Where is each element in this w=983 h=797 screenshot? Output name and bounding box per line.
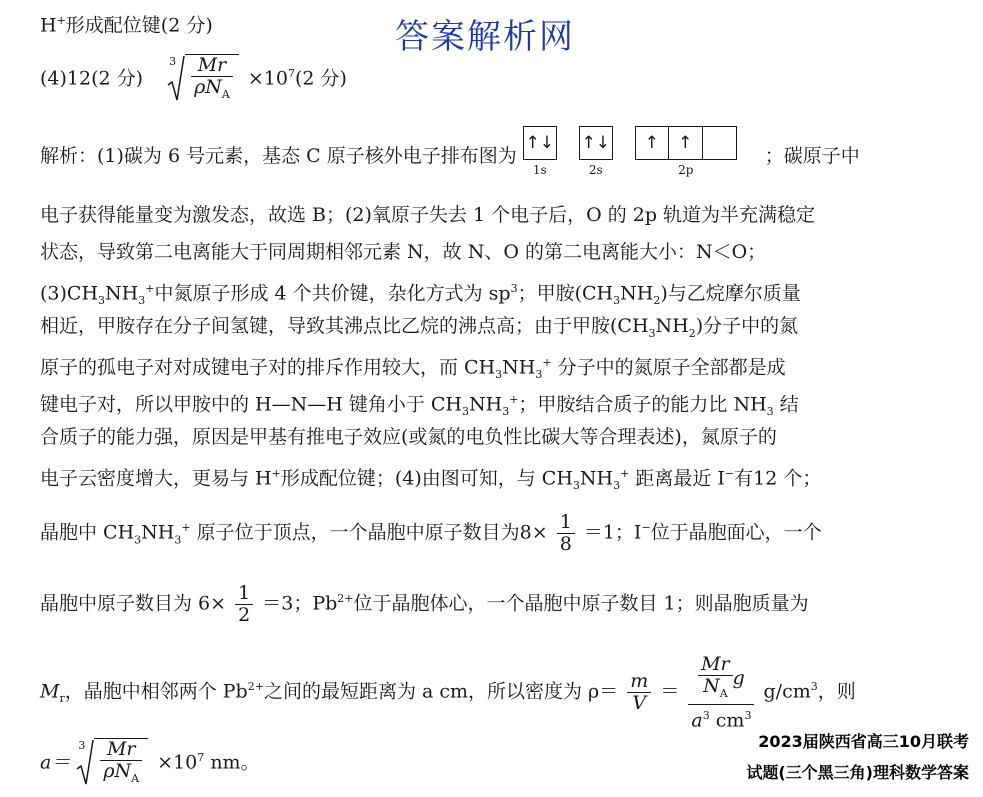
- orbital-label: 2s: [588, 163, 603, 177]
- answer-line-2: (4)12(2 分) 3 $\frac{Mr}{\rho N_A}$ $\times 10^7(2$ 分): [40, 54, 347, 105]
- orbital-label: 2p: [678, 163, 694, 177]
- analysis-line-12: $M_r$，晶胞中相邻两个 $Pb^{2+}$之间的最短距离为 a cm，所以密度为 ρ＝ $\frac{m}{V}$ ＝ $\frac{Mr}{N_A}$ g $a^3$ $cm^3$ $g/cm^3$，则: [40, 652, 856, 731]
- analysis-line-11: 晶胞中原子数目为 6× $\frac{1}{2}$ ＝3；$Pb^{2+}$位于晶胞体心，一个晶胞中原子数目 1；则晶胞质量为: [40, 582, 809, 626]
- orbital-box: ↑↓: [523, 126, 557, 160]
- corner-caption-line-1: 2023届陕西省高三10月联考: [758, 732, 969, 751]
- analysis-line-4: $(3)CH_3NH_3^+$中氮原子形成 4 个共价键，杂化方式为 $sp^3$；甲胺$(CH_3NH_2)$与乙烷摩尔质量: [40, 282, 801, 308]
- watermark: 答案解析网: [395, 17, 575, 57]
- cube-root-expression: 3 $\frac{Mr}{\rho N_A}$: [167, 54, 239, 105]
- analysis-line-10: 晶胞中 $CH_3NH_3^+$ 原子位于顶点，一个晶胞中原子数目为8× $\frac{1}{8}$ ＝1；I−位于晶胞面心，一个: [40, 511, 822, 555]
- analysis-line-7: 键电子对，所以甲胺中的 H—N—H 键角小于 $CH_3NH_3^+$；甲胺结合质子的能力比 $NH_3$ 结: [40, 393, 799, 419]
- analysis-line-2: 电子获得能量变为激发态，故选 B；(2)氧原子失去 1 个电子后，O 的 2p 轨道为半充满稳定: [40, 204, 816, 226]
- fraction: $\frac{Mr}{\rho N_A}$: [191, 55, 233, 105]
- orbital-box: ↑↓: [579, 126, 613, 160]
- cube-root-expression-final: 3 $\frac{Mr}{\rho N_A}$: [76, 738, 148, 789]
- orbital-box: ↑: [635, 126, 669, 160]
- fraction-one-half: $\frac{1}{2}$: [235, 583, 253, 626]
- orbital-box: [703, 126, 737, 160]
- analysis-line-13: a＝ 3 $\frac{Mr}{\rho N_A}$ $\times 10^7$ nm。: [40, 738, 260, 789]
- orbital-1s: [523, 126, 557, 177]
- analysis-line-9: 电子云密度增大，更易与 H+形成配位键；(4)由图可知，与 $CH_3NH_3^+$ 距离最近 I−有12 个；: [40, 467, 822, 493]
- fraction-m-over-v: $\frac{m}{V}$: [627, 671, 651, 714]
- orbital-box: ↑: [669, 126, 703, 160]
- orbital-label: 1s: [532, 163, 547, 177]
- density-compound-fraction: $\frac{Mr}{N_A}$ g $a^3$ $cm^3$: [688, 654, 754, 731]
- analysis-line-5: 相近，甲胺存在分子间氢键，导致其沸点比乙烷的沸点高；由于甲胺$(CH_3NH_2)$分子中的氮: [40, 315, 799, 340]
- orbital-2p: [635, 126, 737, 177]
- corner-caption-line-2: 试题(三个黑三角)理科数学答案: [746, 763, 969, 782]
- analysis-line-6: 原子的孤电子对对成键电子对的排斥作用较大，而 $CH_3NH_3^+$ 分子中的氮原子全部都是成: [40, 356, 786, 382]
- orbital-diagram: [523, 126, 759, 177]
- answer-line-1: H+形成配位键(2 分): [40, 14, 213, 37]
- orbital-2s: [579, 126, 613, 177]
- fraction-one-eighth: $\frac{1}{8}$: [557, 512, 575, 555]
- analysis-line-3: 状态，导致第二电离能大于同周期相邻元素 N，故 N、O 的第二电离能大小：N＜O；: [40, 241, 767, 263]
- analysis-line-1: 解析：(1)碳为 6 号元素，基态 C 原子核外电子排布图为 ↑↓ 1s ↑↓ 2s ↑ ↑ 2p ；碳原子中: [40, 126, 860, 186]
- analysis-line-8: 合质子的能力强，原因是甲基有推电子效应(或氮的电负性比碳大等合理表述)，氮原子的: [40, 426, 777, 448]
